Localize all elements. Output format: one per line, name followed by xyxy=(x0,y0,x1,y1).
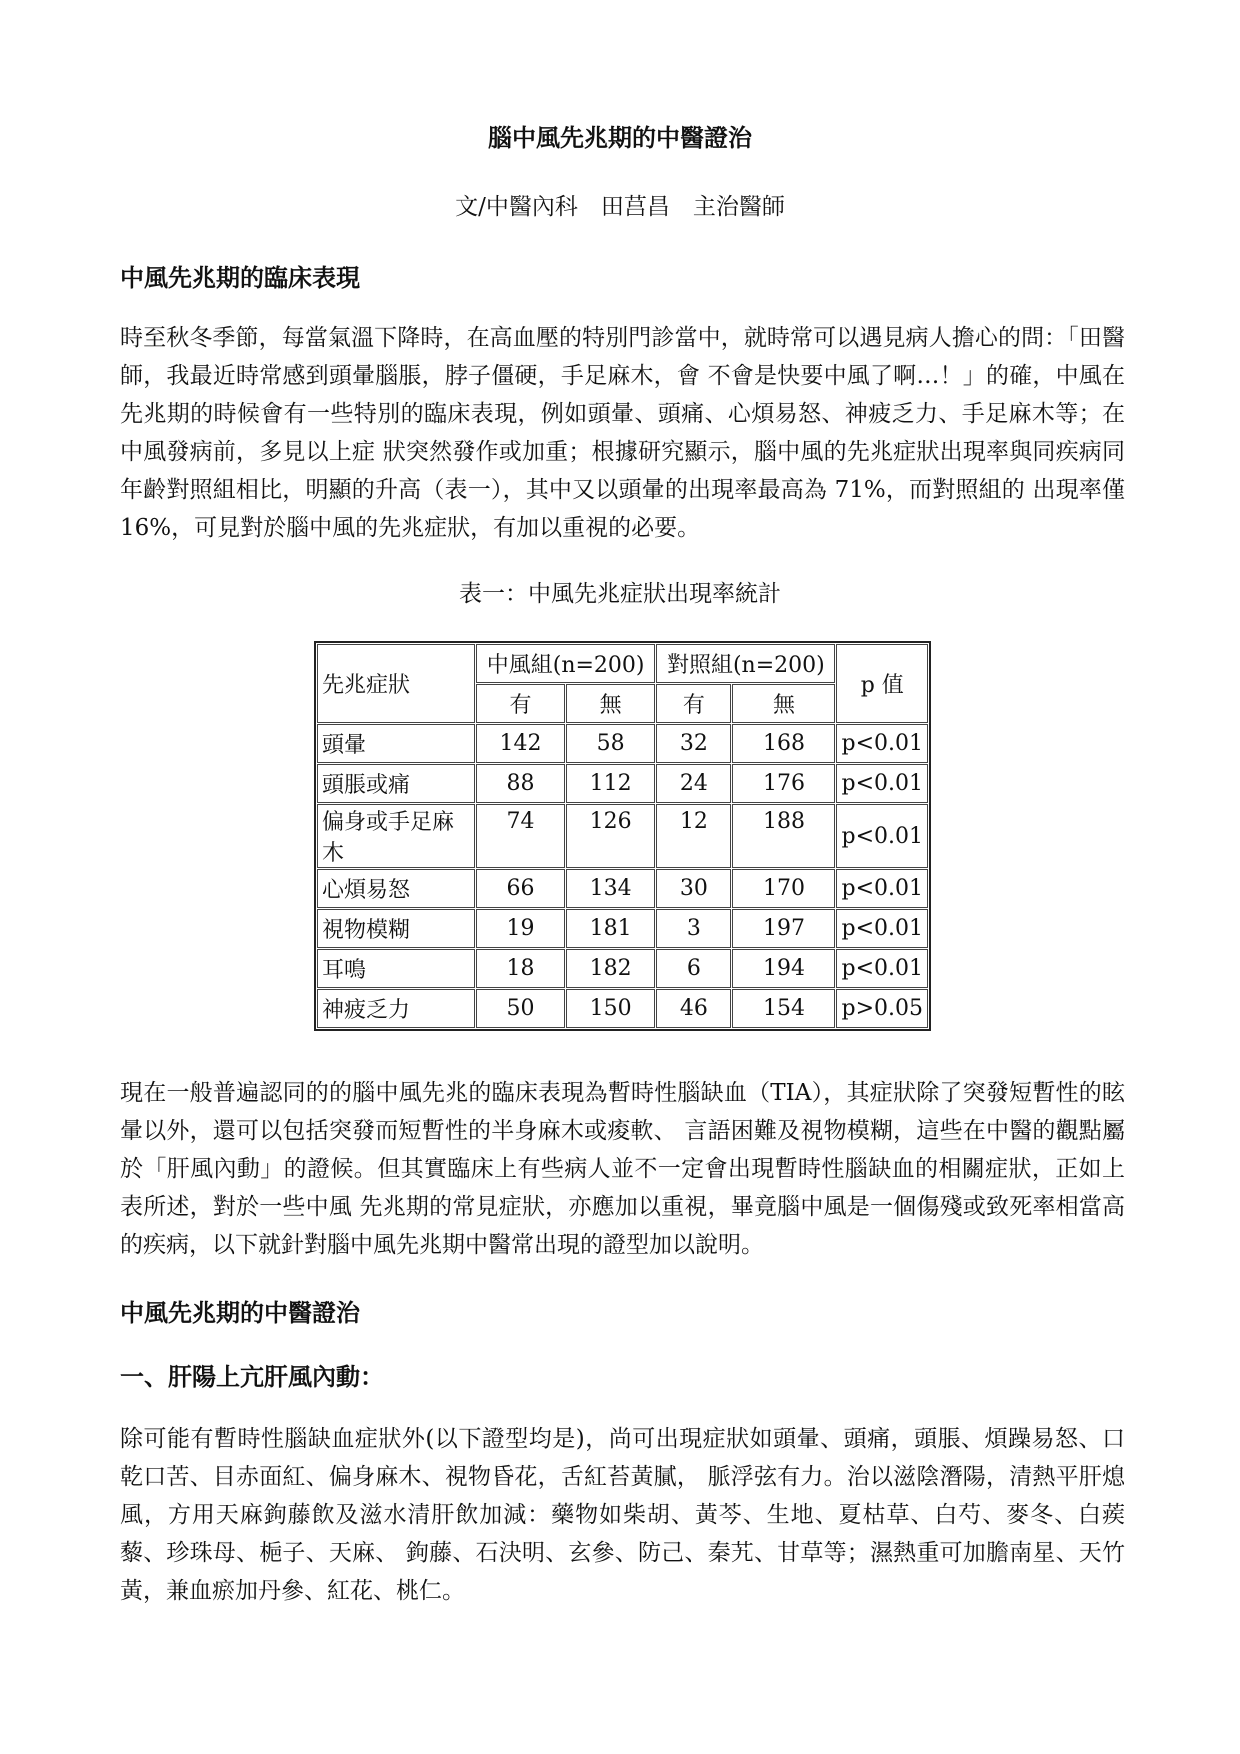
cell-g1-yes: 88 xyxy=(476,764,565,803)
header-symptom: 先兆症狀 xyxy=(317,644,475,723)
cell-g2-no: 176 xyxy=(732,764,835,803)
author-byline: 文/中醫內科 田莒昌 主治醫師 xyxy=(455,194,785,220)
header-g1-no: 無 xyxy=(566,684,655,723)
table-row xyxy=(317,949,928,988)
cell-g1-yes: 19 xyxy=(476,909,565,948)
cell-g2-no: 197 xyxy=(732,909,835,948)
cell-g2-yes: 6 xyxy=(656,949,731,988)
cell-g1-yes: 66 xyxy=(476,869,565,908)
paragraph-tia: 現在一般普遍認同的的腦中風先兆的臨床表現為暫時性腦缺血（TIA），其症狀除了突發短暫性的眩暈以外，還可以包括突發而短暫性的半身麻木或痠軟、 言語困難及視物模糊，這些在中醫的觀點屬於「肝風內動」的證候。但其實臨床上有些病人並不一定會出現暫時性腦缺血的相關症狀，正如上表所述，對於一些中風 先兆期的常見症狀，亦應加以重視，畢竟腦中風是一個傷殘或致死率相當高的疾病，以下就針對腦中風先兆期中醫常出現的證型加以說明。 xyxy=(120,1080,1125,1258)
cell-g1-yes: 18 xyxy=(476,949,565,988)
cell-symptom: 視物模糊 xyxy=(317,909,475,948)
header-g2-no: 無 xyxy=(732,684,835,723)
table-row xyxy=(317,804,928,868)
cell-p-value: p<0.01 xyxy=(836,764,928,803)
cell-symptom: 神疲乏力 xyxy=(317,989,475,1028)
symptom-table xyxy=(314,641,931,1031)
cell-g1-no: 58 xyxy=(566,724,655,763)
cell-p-value: p<0.01 xyxy=(836,909,928,948)
cell-g2-yes: 32 xyxy=(656,724,731,763)
cell-g1-no: 181 xyxy=(566,909,655,948)
cell-p-value: p<0.01 xyxy=(836,804,928,868)
cell-symptom: 心煩易怒 xyxy=(317,869,475,908)
table-header-row xyxy=(317,644,928,683)
cell-symptom: 頭脹或痛 xyxy=(317,764,475,803)
cell-p-value: p<0.01 xyxy=(836,724,928,763)
paragraph-liver-yang: 除可能有暫時性腦缺血症狀外(以下證型均是)，尚可出現症狀如頭暈、頭痛，頭脹、煩躁易怒、口乾口苦、目赤面紅、偏身麻木、視物昏花，舌紅苔黃膩， 脈浮弦有力。治以滋陰潛陽，清熱平肝熄風，方用天麻鉤藤飲及滋水清肝飲加減：藥物如柴胡、黃芩、生地、夏枯草、白芍、麥冬、白蒺藜、珍珠母、梔子、天麻、 鉤藤、石決明、玄參、防己、秦艽、甘草等；濕熱重可加膽南星、天竹黃，兼血瘀加丹參、紅花、桃仁。 xyxy=(120,1426,1125,1604)
cell-g2-no: 168 xyxy=(732,724,835,763)
cell-p-value: p<0.01 xyxy=(836,869,928,908)
header-p-value: p 值 xyxy=(836,644,928,723)
cell-g1-yes: 142 xyxy=(476,724,565,763)
cell-g1-yes: 50 xyxy=(476,989,565,1028)
cell-symptom: 耳鳴 xyxy=(317,949,475,988)
cell-symptom: 偏身或手足麻木 xyxy=(317,804,475,868)
subsection-heading-liver-yang: 一、肝陽上亢肝風內動： xyxy=(120,1362,384,1391)
cell-g1-no: 112 xyxy=(566,764,655,803)
header-stroke-group: 中風組(n=200) xyxy=(476,644,655,683)
cell-g1-no: 182 xyxy=(566,949,655,988)
header-control-group: 對照組(n=200) xyxy=(656,644,835,683)
paragraph-intro: 時至秋冬季節，每當氣溫下降時，在高血壓的特別門診當中，就時常可以遇見病人擔心的問：「田醫師，我最近時常感到頭暈腦脹，脖子僵硬，手足麻木，會 不會是快要中風了啊…！」的確，中風在先兆期的時候會有一些特別的臨床表現，例如頭暈、頭痛、心煩易怒、神疲乏力、手足麻木等；在中風發病前，多見以上症 狀突然發作或加重；根據研究顯示，腦中風的先兆症狀出現率與同疾病同年齡對照組相比，明顯的升高（表一），其中又以頭暈的出現率最高為 71%，而對照組的 出現率僅 16%，可見對於腦中風的先兆症狀，有加以重視的必要。 xyxy=(120,325,1125,541)
cell-g1-no: 150 xyxy=(566,989,655,1028)
section-heading-treatment: 中風先兆期的中醫證治 xyxy=(120,1298,360,1327)
cell-g2-no: 194 xyxy=(732,949,835,988)
cell-g1-no: 134 xyxy=(566,869,655,908)
table-row xyxy=(317,869,928,908)
cell-g1-yes: 74 xyxy=(476,804,565,868)
table-row xyxy=(317,724,928,763)
cell-g2-no: 170 xyxy=(732,869,835,908)
table-caption: 表一：中風先兆症狀出現率統計 xyxy=(459,581,781,607)
cell-p-value: p>0.05 xyxy=(836,989,928,1028)
cell-g2-yes: 3 xyxy=(656,909,731,948)
cell-g2-yes: 30 xyxy=(656,869,731,908)
cell-g2-yes: 12 xyxy=(656,804,731,868)
section-heading-clinical: 中風先兆期的臨床表現 xyxy=(120,263,360,292)
cell-g2-yes: 46 xyxy=(656,989,731,1028)
table-row xyxy=(317,989,928,1028)
cell-g2-no: 188 xyxy=(732,804,835,868)
cell-g2-yes: 24 xyxy=(656,764,731,803)
cell-g2-no: 154 xyxy=(732,989,835,1028)
cell-symptom: 頭暈 xyxy=(317,724,475,763)
table-row xyxy=(317,764,928,803)
table-row xyxy=(317,909,928,948)
header-g2-yes: 有 xyxy=(656,684,731,723)
cell-p-value: p<0.01 xyxy=(836,949,928,988)
cell-g1-no: 126 xyxy=(566,804,655,868)
document-title: 腦中風先兆期的中醫證治 xyxy=(488,123,752,152)
header-g1-yes: 有 xyxy=(476,684,565,723)
